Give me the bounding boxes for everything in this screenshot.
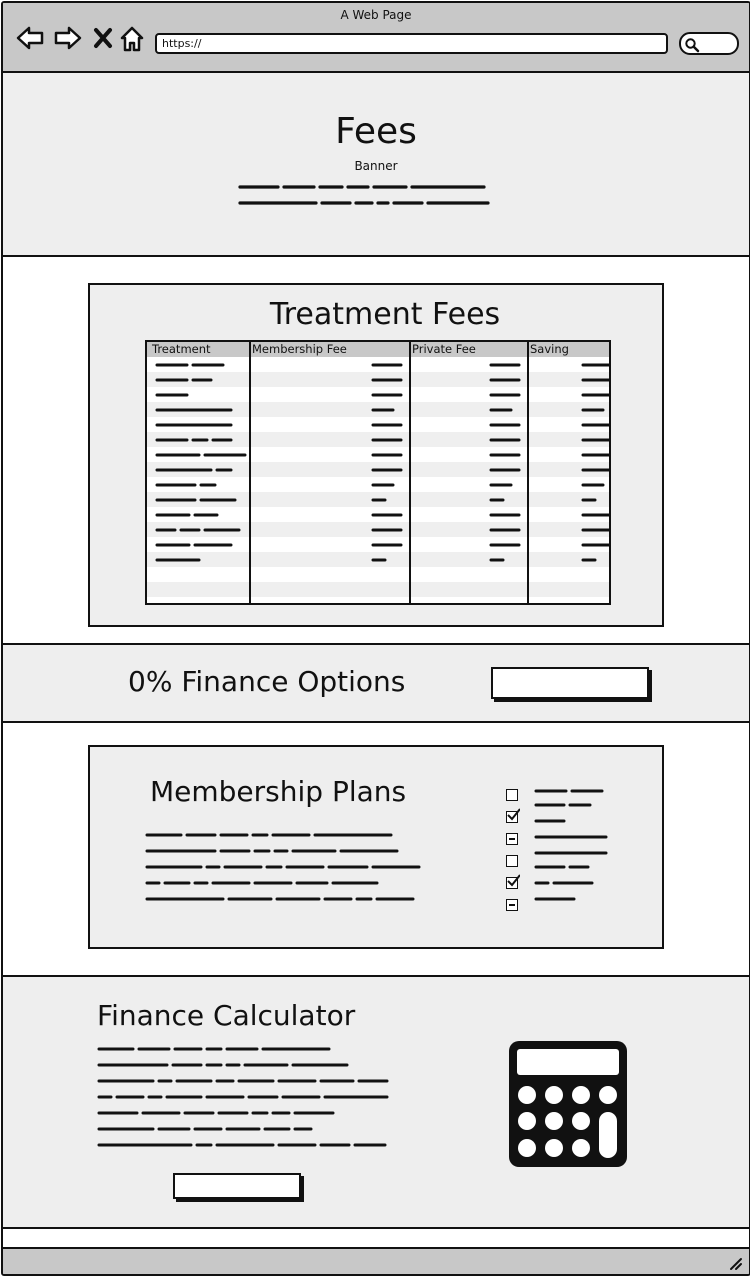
- banner-section: [3, 73, 749, 257]
- back-arrow-icon[interactable]: [15, 25, 45, 55]
- checkmark-icon: [506, 808, 520, 822]
- close-x-icon[interactable]: [93, 27, 113, 53]
- treatment-fees-card: [88, 283, 664, 627]
- column-header-saving: Saving: [530, 342, 569, 356]
- column-header-treatment: Treatment: [152, 342, 211, 356]
- column-divider: [409, 342, 411, 603]
- membership-plans-title: Membership Plans: [150, 775, 407, 808]
- browser-search-box[interactable]: [679, 32, 739, 55]
- table-cell-placeholders: [147, 357, 609, 587]
- plan-checkbox[interactable]: [506, 789, 518, 801]
- resize-grip-icon[interactable]: [727, 1255, 743, 1271]
- calculator-icon: [507, 1039, 629, 1169]
- window-title: A Web Page: [340, 8, 412, 22]
- finance-options-title: 0% Finance Options: [128, 665, 406, 698]
- finance-calculator-title: Finance Calculator: [97, 999, 356, 1032]
- banner-subtitle: Banner: [354, 159, 398, 173]
- plan-checkbox[interactable]: [506, 899, 518, 911]
- column-header-private-fee: Private Fee: [412, 342, 476, 356]
- membership-plans-card: [88, 745, 664, 949]
- forward-arrow-icon[interactable]: [53, 25, 83, 55]
- finance-calculator-button[interactable]: [173, 1173, 301, 1199]
- treatment-fees-table: [145, 340, 611, 605]
- status-bar: [3, 1247, 749, 1276]
- column-divider: [527, 342, 529, 603]
- address-bar[interactable]: https://: [155, 33, 668, 54]
- browser-window: [1, 1, 750, 1276]
- plan-checkbox[interactable]: [506, 833, 518, 845]
- indeterminate-icon: [507, 834, 517, 844]
- page-title: Fees: [335, 111, 417, 152]
- search-icon: [684, 37, 700, 53]
- column-header-membership-fee: Membership Fee: [252, 342, 347, 356]
- finance-options-section: [3, 643, 749, 723]
- banner-placeholder-text: [238, 181, 493, 211]
- plan-checkbox[interactable]: [506, 855, 518, 867]
- home-icon[interactable]: [119, 25, 145, 57]
- treatment-fees-title: Treatment Fees: [269, 297, 501, 332]
- checkbox-labels-placeholder: [534, 787, 614, 905]
- indeterminate-icon: [507, 900, 517, 910]
- plan-checkbox[interactable]: [506, 811, 518, 823]
- browser-toolbar: [3, 3, 749, 73]
- checkmark-icon: [506, 874, 520, 888]
- finance-options-button[interactable]: [491, 667, 649, 699]
- membership-plans-placeholder-text: [145, 831, 430, 907]
- plan-checkbox[interactable]: [506, 877, 518, 889]
- finance-calculator-section: [3, 975, 749, 1229]
- finance-calculator-placeholder-text: [97, 1045, 397, 1149]
- column-divider: [249, 342, 251, 603]
